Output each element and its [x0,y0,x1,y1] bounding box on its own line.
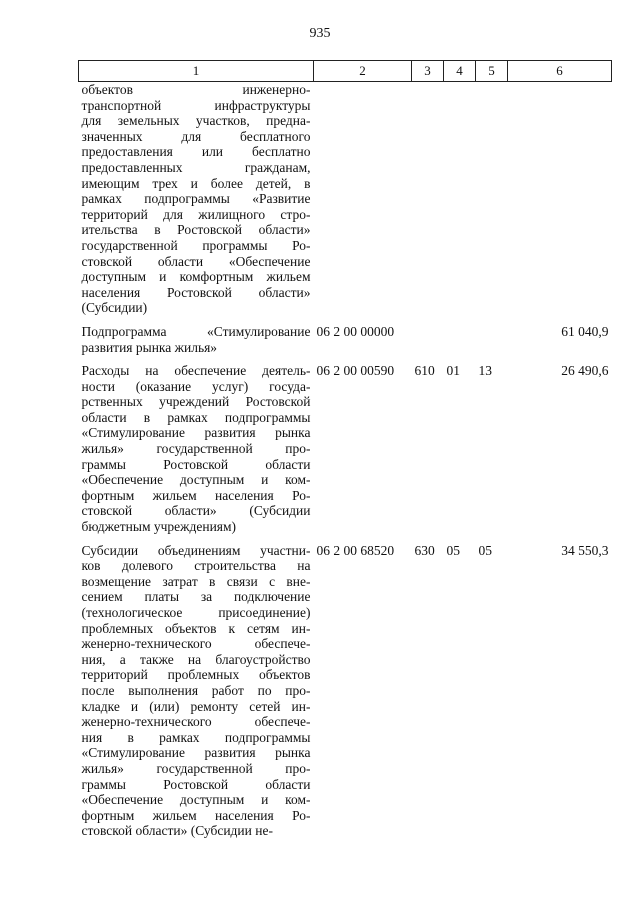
description-line: транспортной инфраструктуры [81,97,311,113]
description-line: ительства в Ростовской области» [81,222,311,238]
description-line: бюджетным учреждениям) [81,519,237,535]
description-line: женерно-технического обеспече- [81,714,311,730]
description-line: стовской области «Обеспечение [81,253,311,269]
description-line: жилья» государственной про- [81,441,311,457]
description-line: предоставленных гражданам, [81,159,311,175]
column-header-5: 5 [476,61,508,82]
row-amount [508,82,612,324]
description-line: территорий для жилищного стро- [81,206,311,222]
row-expense-type [412,324,444,363]
row-subsection [476,324,508,363]
table-row [79,543,612,847]
header-row [79,61,612,82]
description-line: населения Ростовской области» [81,284,311,300]
column-header-4: 4 [444,61,476,82]
table-row [79,324,612,363]
description-line: Расходы на обеспечение деятель- [81,363,311,379]
row-section: 05 [446,542,460,558]
description-line: «Стимулирование развития рынка [81,425,311,441]
row-target-code: 06 2 00 00590 [316,363,395,379]
description-line: Подпрограмма «Стимулирование [81,323,311,339]
description-line: предоставления или бесплатно [81,144,311,160]
description-line: рственных учреждений Ростовской [81,394,311,410]
description-line: женерно-технического обеспече- [81,636,311,652]
description-line: стовской области» (Субсидии не- [81,823,273,839]
row-description [79,82,314,324]
row-section [444,82,476,324]
description-line: Субсидии объединениям участни- [81,542,311,558]
description-line: имеющим трех и более детей, в [81,175,311,191]
description-line: ния в рамках подпрограммы [81,729,311,745]
description-line: граммы Ростовской области [81,456,311,472]
description-line: проблемных объектов к сетям ин- [81,620,311,636]
description-line: государственной программы Ро- [81,237,311,253]
row-target-code [314,82,412,324]
description-line: для земельных участков, предна- [81,113,311,129]
row-expense-type: 610 [414,363,435,379]
description-line: значенных для бесплатного [81,128,311,144]
description-line: территорий проблемных объектов [81,667,311,683]
row-description [79,363,314,543]
row-expense-type [412,82,444,324]
row-amount: 26 490,6 [561,363,609,379]
description-line: ков долевого строительства на [81,558,311,574]
column-header-2: 2 [314,61,412,82]
description-line: ния, а также на благоустройство [81,651,311,667]
description-line: рамках подпрограммы «Развитие [81,191,311,207]
page-number: 935 [309,26,331,41]
description-line: кладке и (или) ремонту сетей ин- [81,698,311,714]
row-subsection [476,82,508,324]
table-row [79,363,612,543]
row-amount: 34 550,3 [561,542,609,558]
description-line: жилья» государственной про- [81,760,311,776]
description-line: доступным и комфортным жильем [81,269,311,285]
description-line: ности (оказание услуг) госуда- [81,378,311,394]
description-line: фортным жильем населения Ро- [81,807,311,823]
description-line: «Обеспечение доступным и ком- [81,472,311,488]
description-line: развития рынка жилья» [81,339,218,355]
budget-table [78,60,612,847]
row-section [444,324,476,363]
table-body [79,82,612,847]
row-expense-type: 630 [414,542,435,558]
description-line: граммы Ростовской области [81,776,311,792]
table-row [79,82,612,324]
row-description [79,324,314,363]
row-section: 01 [446,363,460,379]
row-amount: 61 040,9 [561,323,609,339]
description-line: «Стимулирование развития рынка [81,745,311,761]
description-line: «Обеспечение доступным и ком- [81,792,311,808]
row-subsection: 13 [478,363,492,379]
description-line: фортным жильем населения Ро- [81,487,311,503]
column-header-1: 1 [79,61,314,82]
row-subsection: 05 [478,542,492,558]
description-line: (Субсидии) [81,300,148,316]
description-line: (технологическое присоединение) [81,605,311,620]
description-line: объектов инженерно- [81,82,311,97]
description-line: сением платы за подключение [81,589,311,605]
row-target-code: 06 2 00 68520 [316,542,395,558]
description-line: возмещение затрат в связи с вне- [81,573,311,589]
description-line: после выполнения работ по про- [81,682,311,698]
row-target-code: 06 2 00 00000 [316,323,395,339]
description-line: стовской области» (Субсидии [81,503,311,519]
column-header-6: 6 [508,61,612,82]
row-description [79,543,314,847]
description-line: области в рамках подпрограммы [81,409,311,425]
column-header-3: 3 [412,61,444,82]
